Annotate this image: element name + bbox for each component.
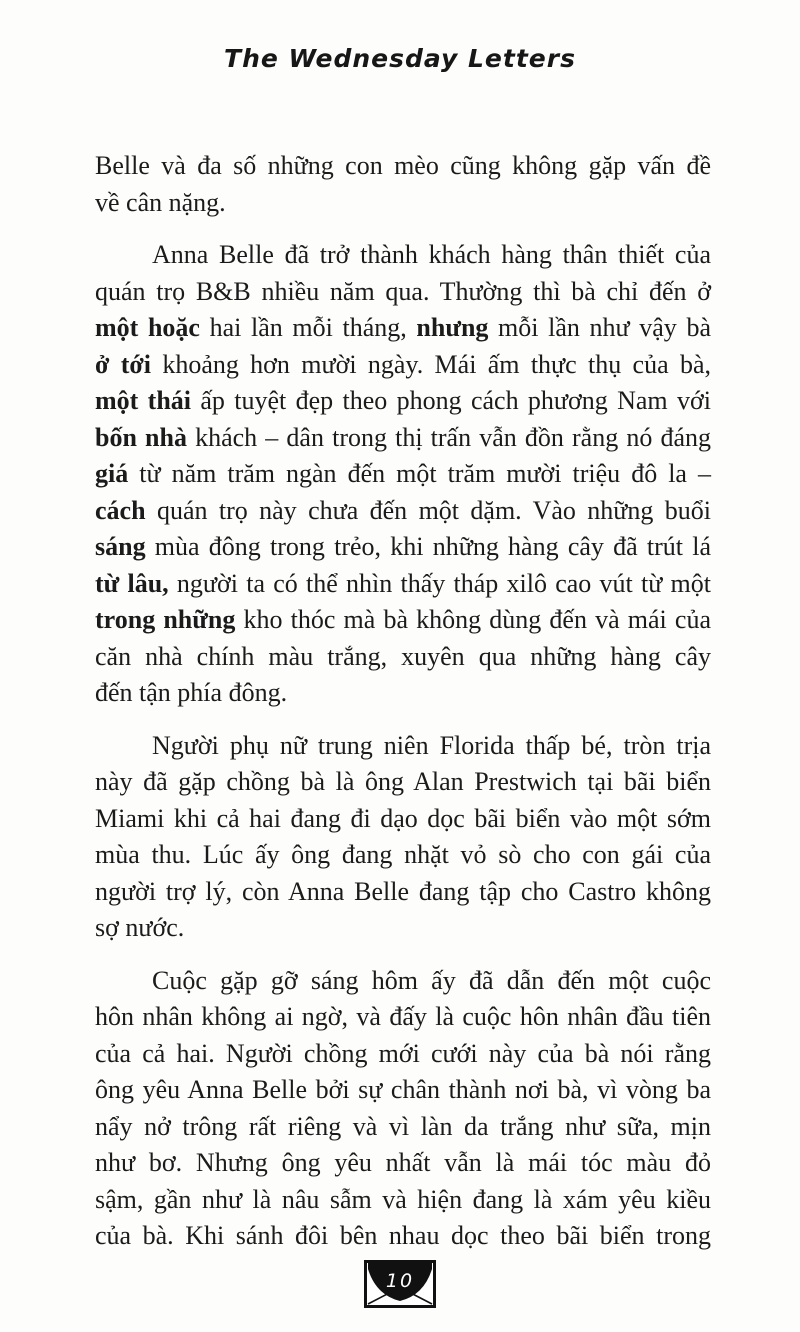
text-line xyxy=(95,1072,711,1109)
text-line xyxy=(95,1036,711,1073)
text-line xyxy=(95,185,711,222)
bold-text: nhưng xyxy=(416,313,489,342)
text-segment: của cả hai. Người chồng mới cưới này của bà nói rằng xyxy=(95,1038,711,1068)
text-line xyxy=(95,602,711,639)
running-header: The Wednesday Letters xyxy=(224,44,576,73)
paragraph xyxy=(95,237,711,712)
paragraph xyxy=(95,728,711,947)
text-segment: khách – dân trong thị trấn vẫn đồn rằng nó đáng xyxy=(186,422,711,452)
text-line xyxy=(95,801,711,838)
text-line xyxy=(95,1109,711,1146)
text-line xyxy=(95,1145,711,1182)
text-line xyxy=(95,1218,711,1255)
text-segment: ấp tuyệt đẹp theo phong cách phương Nam với xyxy=(191,386,711,415)
bold-text: sáng xyxy=(95,532,146,561)
bold-text: cách xyxy=(95,495,146,525)
bold-text: một hoặc xyxy=(95,313,200,342)
text-segment: nẩy nở trông rất riêng và vì làn da trắng như sữa, mịn xyxy=(95,1111,711,1141)
text-segment: quán trọ B&B nhiều năm qua. Thường thì bà chỉ đến ở xyxy=(95,276,711,306)
text-line xyxy=(95,639,711,676)
text-line xyxy=(95,963,711,1000)
text-line xyxy=(95,456,711,493)
text-segment: Miami khi cả hai đang đi dạo dọc bãi biển vào một sớm xyxy=(95,803,711,833)
text-line xyxy=(95,675,711,712)
body-text xyxy=(95,148,711,1271)
envelope-icon xyxy=(364,1260,436,1308)
text-line xyxy=(95,837,711,874)
text-line xyxy=(95,764,711,801)
text-segment: sợ nước. xyxy=(95,913,185,942)
text-line xyxy=(95,728,711,765)
bold-text: giá xyxy=(95,459,129,488)
text-line xyxy=(95,999,711,1036)
text-line xyxy=(95,237,711,274)
text-segment: Belle và đa số những con mèo cũng không gặp vấn đề xyxy=(95,151,711,180)
text-segment: người trợ lý, còn Anna Belle đang tập cho Castro không xyxy=(95,876,711,906)
text-segment: Người phụ nữ trung niên Florida thấp bé, tròn trịa xyxy=(152,730,711,760)
text-line xyxy=(95,148,711,185)
text-line xyxy=(95,383,711,420)
text-segment: về cân nặng. xyxy=(95,187,226,217)
text-segment: đến tận phía đông. xyxy=(95,678,288,707)
text-line xyxy=(95,566,711,603)
paragraph xyxy=(95,963,711,1255)
bold-text: bốn nhà xyxy=(95,422,187,452)
page-marker xyxy=(364,1260,436,1308)
text-line xyxy=(95,874,711,911)
text-segment: căn nhà chính màu trắng, xuyên qua những hàng cây xyxy=(95,641,711,671)
text-line xyxy=(95,493,711,530)
text-line xyxy=(95,910,711,947)
text-segment: như bơ. Nhưng ông yêu nhất vẫn là mái tóc màu đỏ xyxy=(95,1148,711,1177)
text-line xyxy=(95,310,711,347)
text-segment: ông yêu Anna Belle bởi sự chân thành nơi bà, vì vòng ba xyxy=(95,1075,711,1104)
bold-text: trong những xyxy=(95,605,236,634)
bold-text: từ lâu, xyxy=(95,568,169,598)
text-segment: kho thóc mà bà không dùng đến và mái của xyxy=(235,605,712,634)
text-segment: mỗi lần như vậy bà xyxy=(488,313,711,342)
page-number: 10 xyxy=(385,1270,415,1292)
text-segment: hai lần mỗi tháng, xyxy=(199,313,417,342)
text-line xyxy=(95,274,711,311)
text-segment: này đã gặp chồng bà là ông Alan Prestwich tại bãi biển xyxy=(95,767,711,796)
text-segment: hôn nhân không ai ngờ, và đấy là cuộc hôn nhân đầu tiên xyxy=(95,1002,711,1031)
text-line xyxy=(95,529,711,566)
text-line xyxy=(95,1182,711,1219)
bold-text: ở tới xyxy=(95,349,151,379)
text-line xyxy=(95,420,711,457)
text-segment: người ta có thể nhìn thấy tháp xilô cao vút từ một xyxy=(168,568,711,598)
text-segment: quán trọ này chưa đến một dặm. Vào những buổi xyxy=(145,495,711,525)
bold-text: một thái xyxy=(95,386,192,415)
text-segment: Cuộc gặp gỡ sáng hôm ấy đã dẫn đến một cuộc xyxy=(152,965,711,995)
text-segment: sậm, gần như là nâu sẫm và hiện đang là xám yêu kiều xyxy=(95,1184,711,1214)
text-segment: mùa thu. Lúc ấy ông đang nhặt vỏ sò cho con gái của xyxy=(95,840,711,869)
text-line xyxy=(95,347,711,384)
text-segment: Anna Belle đã trở thành khách hàng thân thiết của xyxy=(152,240,711,269)
paragraph xyxy=(95,148,711,221)
text-segment: khoảng hơn mười ngày. Mái ấm thực thụ của bà, xyxy=(151,349,711,379)
text-segment: mùa đông trong trẻo, khi những hàng cây đã trút lá xyxy=(145,532,711,561)
text-segment: của bà. Khi sánh đôi bên nhau dọc theo bãi biển trong xyxy=(95,1221,711,1250)
text-segment: từ năm trăm ngàn đến một trăm mười triệu đô la – xyxy=(128,459,711,488)
